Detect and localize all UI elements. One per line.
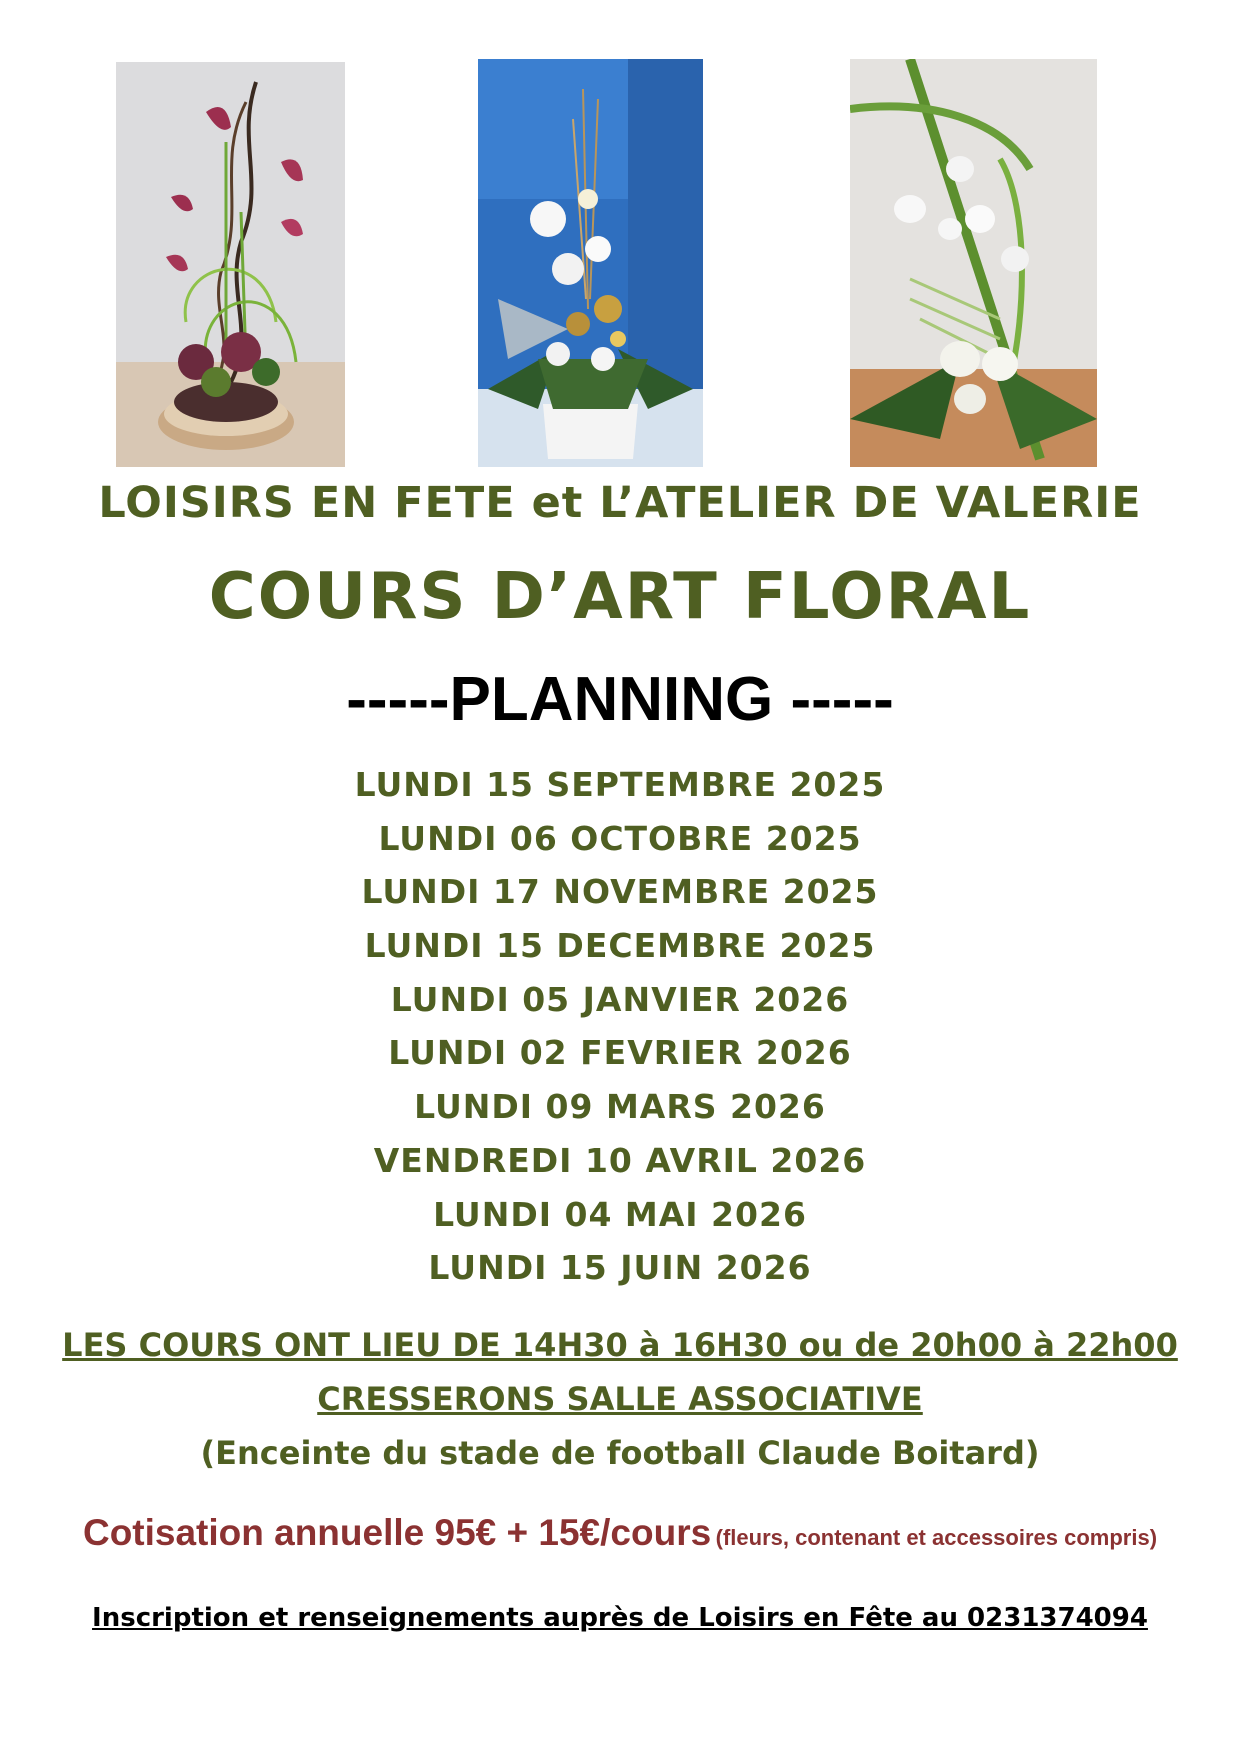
organizers-heading: LOISIRS EN FETE et L’ATELIER DE VALERIE — [98, 478, 1142, 528]
planning-date: LUNDI 15 DECEMBRE 2025 — [364, 926, 876, 966]
planning-date: LUNDI 04 MAI 2026 — [433, 1194, 807, 1234]
contact-info: Inscription et renseignements auprès de Loisirs en Fête au 0231374094 — [92, 1603, 1148, 1633]
white-rose-lisianthus-arrangement-photo — [850, 59, 1097, 467]
white-carnation-winter-arrangement-photo — [478, 59, 703, 467]
planning-date: LUNDI 05 JANVIER 2026 — [390, 979, 850, 1019]
fee-line — [0, 1512, 1240, 1554]
planning-title: -----PLANNING ----- — [346, 665, 894, 734]
planning-date: LUNDI 17 NOVEMBRE 2025 — [361, 872, 879, 912]
venue-detail: (Enceinte du stade de football Claude Boitard) — [200, 1434, 1040, 1472]
course-title: COURS D’ART FLORAL — [208, 560, 1032, 634]
planning-date: LUNDI 09 MARS 2026 — [414, 1087, 826, 1127]
fee-note: (fleurs, contenant et accessoires compris) — [715, 1525, 1158, 1550]
planning-date: LUNDI 15 SEPTEMBRE 2025 — [354, 765, 886, 804]
planning-date: LUNDI 02 FEVRIER 2026 — [388, 1033, 852, 1073]
fee-amount: Cotisation annuelle 95€ + 15€/cours — [82, 1512, 712, 1553]
course-schedule: LES COURS ONT LIEU DE 14H30 à 16H30 ou de 20h00 à 22h00 — [62, 1326, 1178, 1364]
planning-date: VENDREDI 10 AVRIL 2026 — [373, 1140, 867, 1180]
calla-lily-arrangement-photo — [116, 62, 345, 467]
planning-date: LUNDI 06 OCTOBRE 2025 — [378, 818, 862, 858]
planning-date: LUNDI 15 JUIN 2026 — [428, 1248, 812, 1288]
venue-name: CRESSERONS SALLE ASSOCIATIVE — [317, 1380, 923, 1418]
planning-dates-list — [0, 758, 1240, 1295]
